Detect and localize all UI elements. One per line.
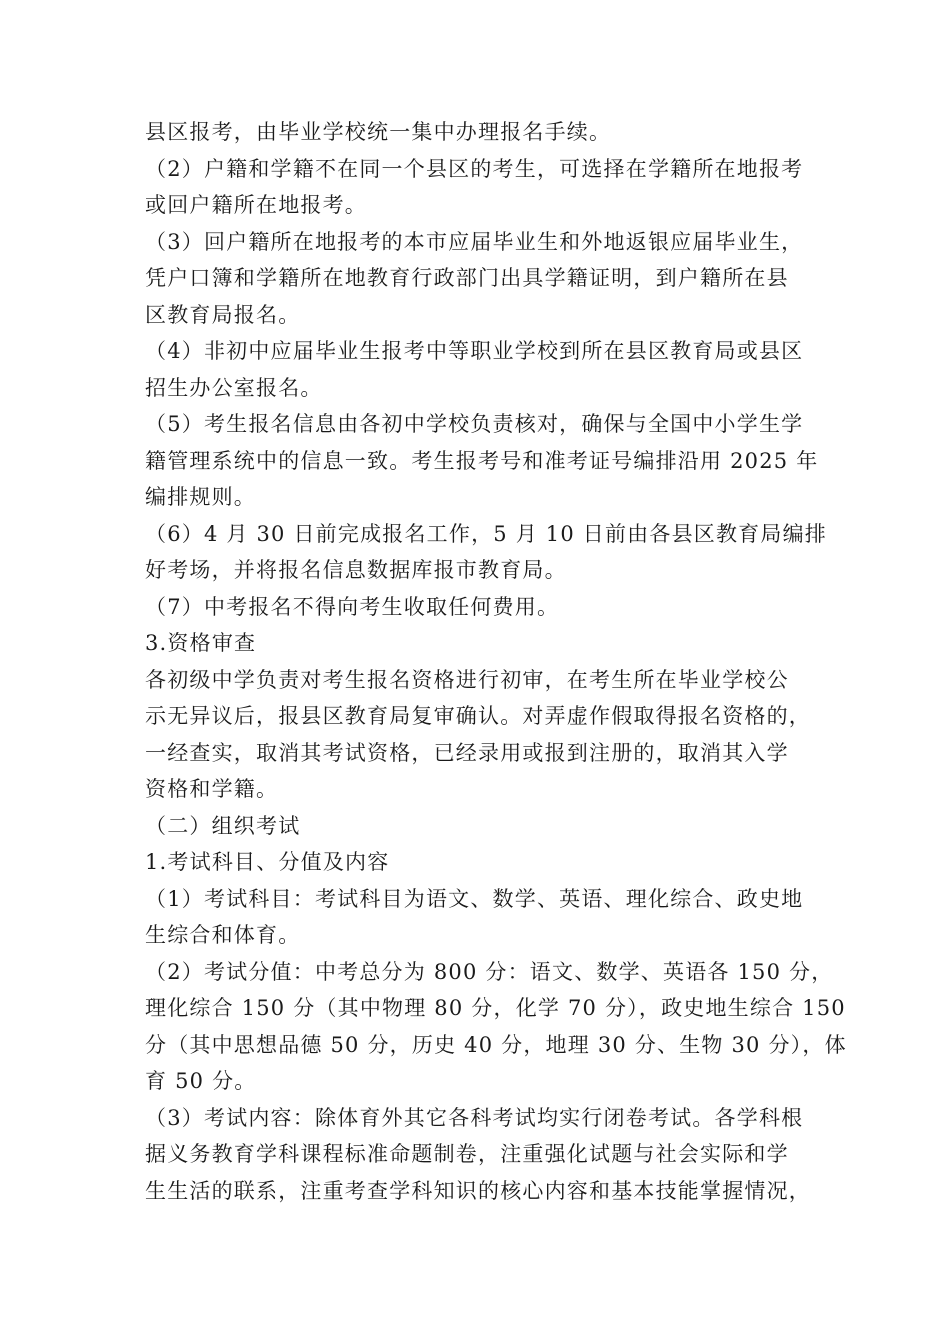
text-line: 据义务教育学科课程标准命题制卷，注重强化试题与社会实际和学 xyxy=(145,1142,789,1166)
text-line: 好考场，并将报名信息数据库报市教育局。 xyxy=(145,558,567,582)
text-line: （6）4 月 30 日前完成报名工作，5 月 10 日前由各县区教育局编排 xyxy=(145,521,827,546)
text-line: 生生活的联系，注重考查学科知识的核心内容和基本技能掌握情况， xyxy=(145,1178,811,1203)
text-line: （1）考试科目：考试科目为语文、数学、英语、理化综合、政史地 xyxy=(145,886,804,911)
text-line: 一经查实，取消其考试资格，已经录用或报到注册的，取消其入学 xyxy=(145,740,789,765)
text-line: 理化综合 150 分（其中物理 80 分，化学 70 分），政史地生综合 150 xyxy=(145,996,846,1020)
text-line: 县区报考，由毕业学校统一集中办理报名手续。 xyxy=(145,120,612,144)
text-line: 区教育局报名。 xyxy=(145,302,301,327)
text-line: （3）回户籍所在地报考的本市应届毕业生和外地返银应届毕业生， xyxy=(145,229,804,254)
text-line: 资格和学籍。 xyxy=(145,777,279,801)
text-line: 籍管理系统中的信息一致。考生报考号和准考证号编排沿用 2025 年 xyxy=(145,448,819,473)
text-line: 招生办公室报名。 xyxy=(145,375,323,400)
section-heading: 3.资格审查 xyxy=(145,631,257,655)
text-line: 育 50 分。 xyxy=(145,1069,257,1093)
text-line: （3）考试内容：除体育外其它各科考试均实行闭卷考试。各学科根 xyxy=(145,1105,804,1130)
text-line: （2）户籍和学籍不在同一个县区的考生，可选择在学籍所在地报考 xyxy=(145,156,804,181)
text-line: （7）中考报名不得向考生收取任何费用。 xyxy=(145,594,560,619)
text-line: 示无异议后，报县区教育局复审确认。对弄虚作假取得报名资格的， xyxy=(145,704,811,728)
text-line: 分（其中思想品德 50 分，历史 40 分，地理 30 分、生物 30 分），体 xyxy=(145,1032,847,1057)
text-line: （5）考生报名信息由各初中学校负责核对，确保与全国中小学生学 xyxy=(145,412,804,436)
section-heading: 1.考试科目、分值及内容 xyxy=(145,850,390,874)
text-line: 各初级中学负责对考生报名资格进行初审，在考生所在毕业学校公 xyxy=(145,667,789,692)
section-heading: （二）组织考试 xyxy=(145,813,301,838)
text-line: 凭户口簿和学籍所在地教育行政部门出具学籍证明，到户籍所在县 xyxy=(145,266,789,290)
text-line: 生综合和体育。 xyxy=(145,923,301,947)
text-line: （2）考试分值：中考总分为 800 分：语文、数学、英语各 150 分， xyxy=(145,959,834,984)
text-line: （4）非初中应届毕业生报考中等职业学校到所在县区教育局或县区 xyxy=(145,339,804,363)
text-line: 或回户籍所在地报考。 xyxy=(145,193,367,217)
document-body xyxy=(145,114,847,1209)
text-line: 编排规则。 xyxy=(145,485,256,509)
